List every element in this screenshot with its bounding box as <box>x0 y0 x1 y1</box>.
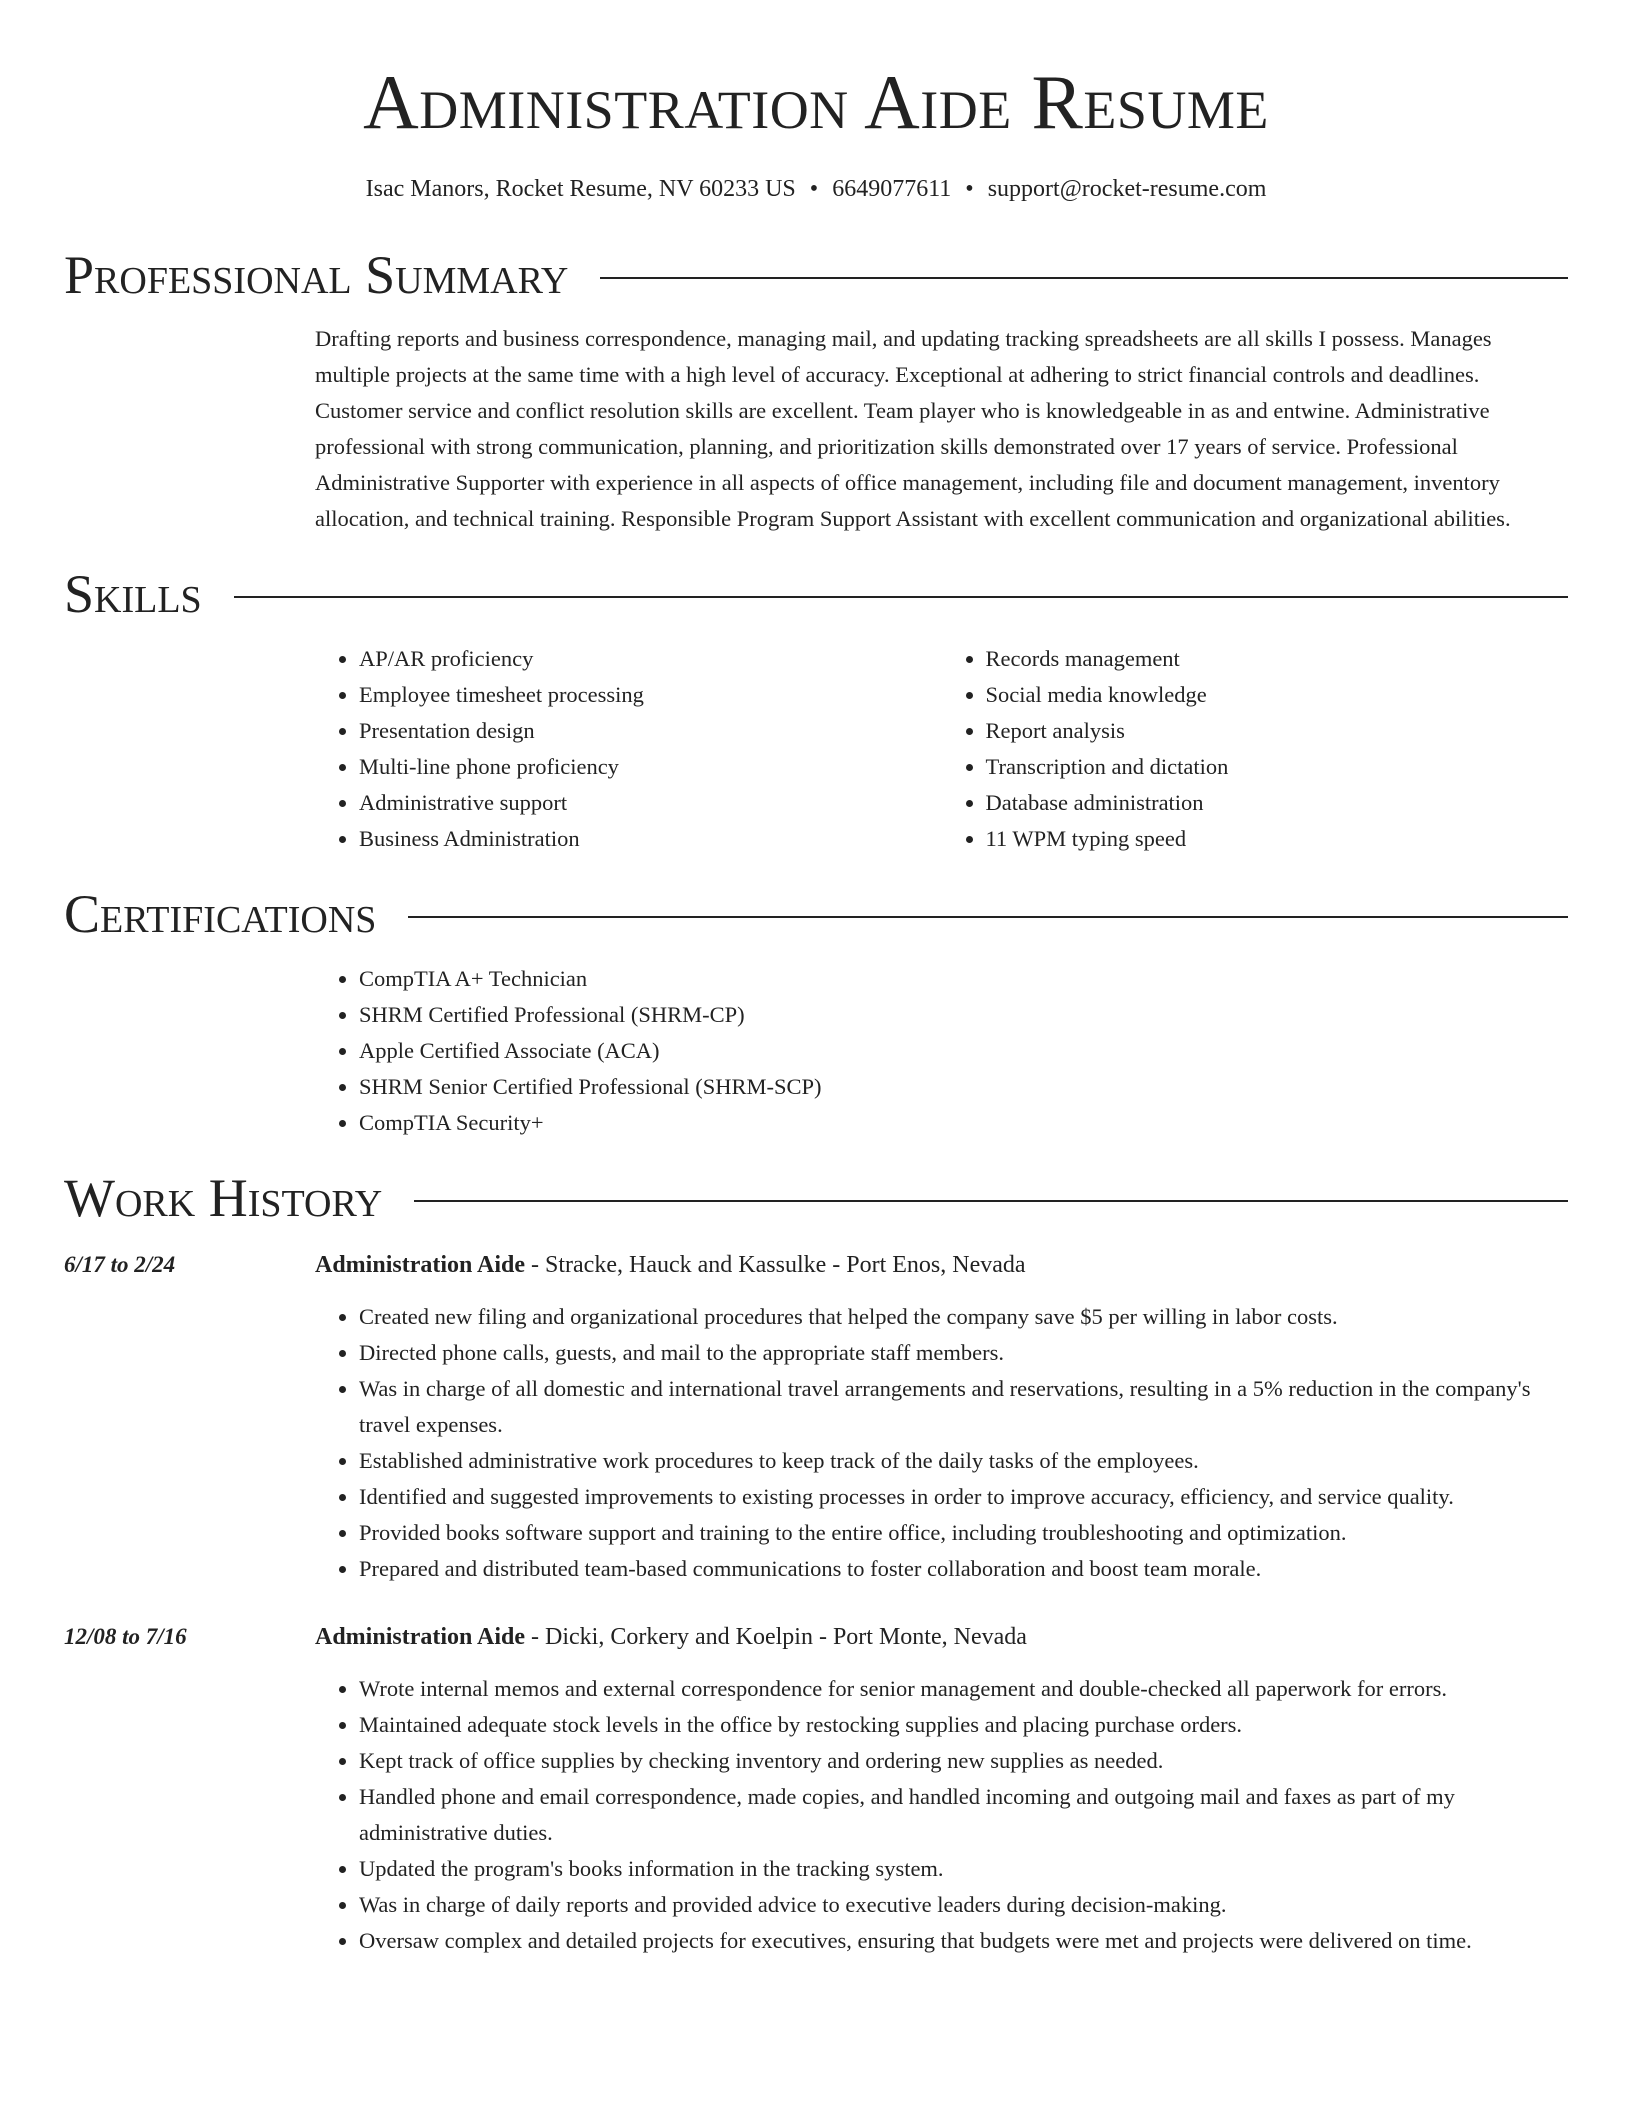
job-bullet: • Kept track of office supplies by checking inventory and ordering new supplies as needed. <box>359 1743 1568 1779</box>
skills-section <box>64 563 1568 857</box>
job-bullet: • Provided books software support and training to the entire office, including troubleshooting and optimization. <box>359 1515 1568 1551</box>
resume-page <box>64 0 1568 1959</box>
skill-item: • Multi-line phone proficiency <box>359 749 942 785</box>
job-bullets <box>315 1299 1568 1587</box>
job-header <box>315 1619 1568 1655</box>
skill-item: • Employee timesheet processing <box>359 677 942 713</box>
section-divider <box>408 916 1568 918</box>
certification-item: • SHRM Senior Certified Professional (SHRM-SCP) <box>359 1069 1568 1105</box>
summary-section <box>64 244 1568 537</box>
summary-header <box>64 244 1568 305</box>
job-role: Administration Aide <box>315 1251 526 1278</box>
job-entry <box>64 1619 1568 1959</box>
contact-separator: • <box>809 176 819 202</box>
certifications-section <box>64 883 1568 1141</box>
job-bullet: • Maintained adequate stock levels in the office by restocking supplies and placing purchase orders. <box>359 1707 1568 1743</box>
job-bullet: • Handled phone and email correspondence, made copies, and handled incoming and outgoing mail and faxes as part of my administrative duties. <box>359 1779 1568 1851</box>
skill-item: • Business Administration <box>359 821 942 857</box>
skill-item: • Records management <box>986 641 1569 677</box>
skills-heading: Skills <box>64 563 202 624</box>
section-divider <box>600 277 1568 279</box>
work-history-section <box>64 1167 1568 1959</box>
job-bullet: • Updated the program's books information in the tracking system. <box>359 1851 1568 1887</box>
skill-item: • Database administration <box>986 785 1569 821</box>
certification-item: • SHRM Certified Professional (SHRM-CP) <box>359 997 1568 1033</box>
contact-phone: 6649077611 <box>832 176 952 202</box>
resume-title: Administration Aide Resume <box>363 59 1269 145</box>
certifications-heading: Certifications <box>64 883 377 944</box>
job-bullet: • Established administrative work procedures to keep track of the daily tasks of the employees. <box>359 1443 1568 1479</box>
job-bullet: • Was in charge of all domestic and international travel arrangements and reservations, resulting in a 5% reduction in the company's travel expenses. <box>359 1371 1568 1443</box>
job-company: - Stracke, Hauck and Kassulke - Port Enos, Nevada <box>525 1251 1026 1278</box>
skills-header <box>64 563 1568 624</box>
job-company: - Dicki, Corkery and Koelpin - Port Monte, Nevada <box>525 1623 1027 1650</box>
certification-item: • CompTIA A+ Technician <box>359 961 1568 997</box>
certification-item: • CompTIA Security+ <box>359 1105 1568 1141</box>
job-role: Administration Aide <box>315 1623 526 1650</box>
skills-list-left <box>315 641 942 857</box>
job-dates: 12/08 to 7/16 <box>64 1623 187 1649</box>
job-bullet: • Prepared and distributed team-based communications to foster collaboration and boost team morale. <box>359 1551 1568 1587</box>
skill-item: • Transcription and dictation <box>986 749 1569 785</box>
job-entry <box>64 1247 1568 1587</box>
skill-item: • 11 WPM typing speed <box>986 821 1569 857</box>
skills-content <box>315 641 1568 857</box>
job-bullets <box>315 1671 1568 1959</box>
section-divider <box>234 596 1568 598</box>
summary-content <box>315 321 1568 537</box>
job-bullet: • Identified and suggested improvements to existing processes in order to improve accuracy, efficiency, and service quality. <box>359 1479 1568 1515</box>
contact-line <box>64 175 1568 204</box>
job-bullet: • Oversaw complex and detailed projects for executives, ensuring that budgets were met and projects were delivered on time. <box>359 1923 1568 1959</box>
job-bullet: • Directed phone calls, guests, and mail to the appropriate staff members. <box>359 1335 1568 1371</box>
certifications-content <box>315 961 1568 1141</box>
summary-heading: Professional Summary <box>64 244 569 305</box>
job-bullet: • Wrote internal memos and external correspondence for senior management and double-checked all paperwork for errors. <box>359 1671 1568 1707</box>
contact-address: Isac Manors, Rocket Resume, NV 60233 US <box>365 176 796 202</box>
certifications-list <box>315 961 1568 1141</box>
skill-item: • Social media knowledge <box>986 677 1569 713</box>
job-dates: 6/17 to 2/24 <box>64 1251 176 1277</box>
work-history-header <box>64 1167 1568 1228</box>
skill-item: • Administrative support <box>359 785 942 821</box>
skill-item: • Report analysis <box>986 713 1569 749</box>
skill-item: • Presentation design <box>359 713 942 749</box>
summary-text: Drafting reports and business correspondence, managing mail, and updating tracking spreadsheets are all skills I possess. Manages multiple projects at the same time with a high level of accuracy. Exceptional at adhering to strict financial controls and deadlines. Customer service and conflict resolution skills are excellent. Team player who is knowledgeable in as and entwine. Administrative professional with strong communication, planning, and prioritization skills demonstrated over 17 years of service. Professional Administrative Supporter with experience in all aspects of office management, including file and document management, inventory allocation, and technical training. Responsible Program Support Assistant with excellent communication and organizational abilities. <box>315 325 1511 531</box>
skill-item: • AP/AR proficiency <box>359 641 942 677</box>
section-divider <box>414 1200 1568 1202</box>
certification-item: • Apple Certified Associate (ACA) <box>359 1033 1568 1069</box>
contact-separator: • <box>965 176 974 202</box>
skills-list-right <box>942 641 1569 857</box>
job-header <box>315 1247 1568 1283</box>
work-history-heading: Work History <box>64 1167 383 1228</box>
certifications-header <box>64 883 1568 944</box>
job-bullet: • Was in charge of daily reports and provided advice to executive leaders during decision-making. <box>359 1887 1568 1923</box>
contact-email[interactable]: support@rocket-resume.com <box>987 176 1267 202</box>
job-bullet: • Created new filing and organizational procedures that helped the company save $5 per willing in labor costs. <box>359 1299 1568 1335</box>
